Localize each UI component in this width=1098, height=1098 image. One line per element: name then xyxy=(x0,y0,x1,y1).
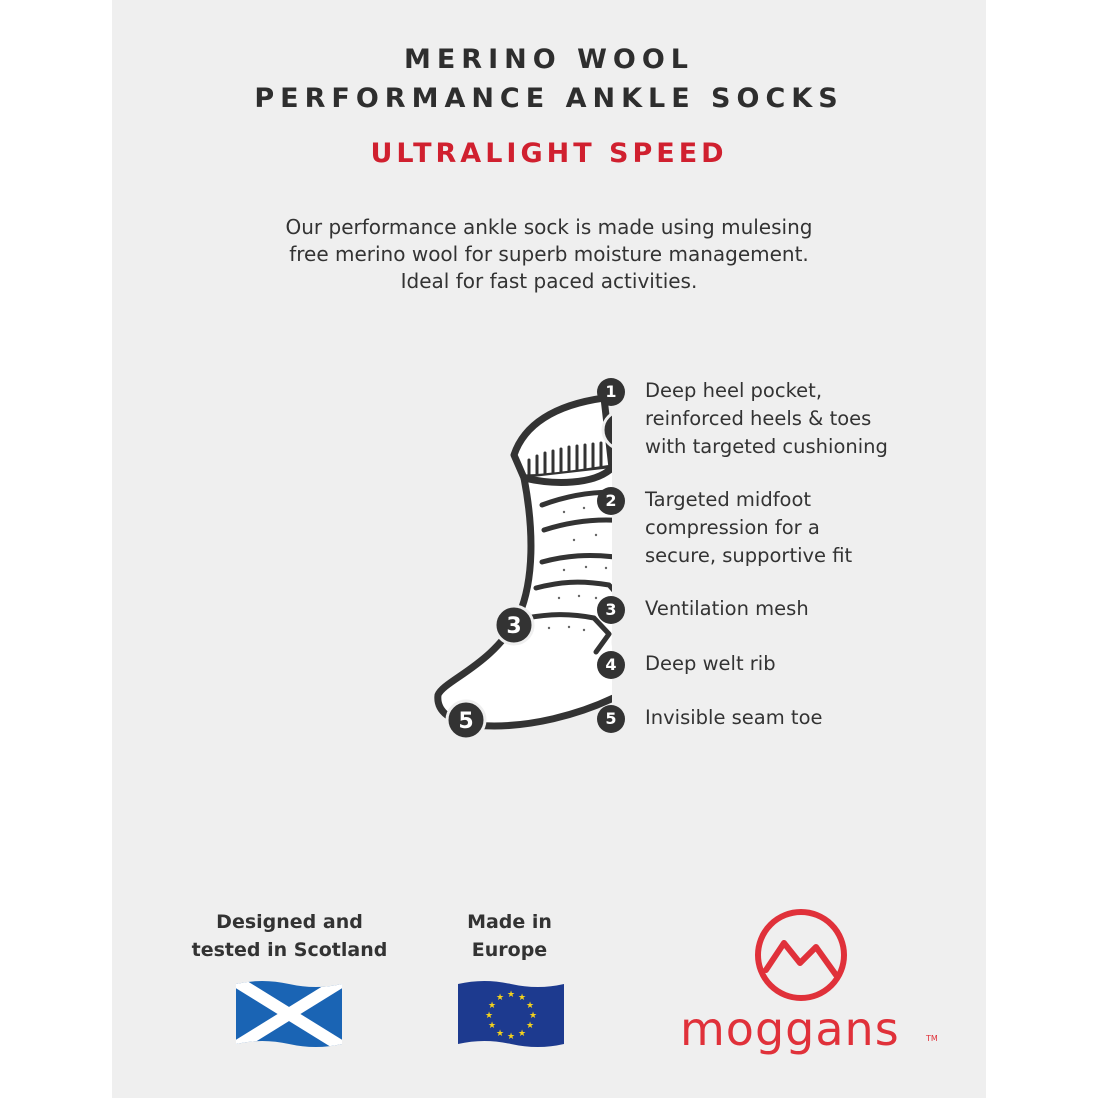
feature-number: 4 xyxy=(597,651,625,679)
feature-number: 2 xyxy=(597,487,625,515)
feature-text: Targeted midfoot xyxy=(645,488,812,511)
feature-item-mesh xyxy=(597,595,809,623)
eu-flag-icon xyxy=(456,978,566,1050)
intro-line-1: Our performance ankle sock is made using mulesing xyxy=(285,215,813,239)
marker-3-label: 3 xyxy=(506,614,522,639)
scotland-flag-icon xyxy=(234,978,344,1050)
svg-text:★: ★ xyxy=(506,990,516,1000)
feature-text: reinforced heels & toes xyxy=(645,407,872,430)
scotland-label-line-2: tested in Scotland xyxy=(191,939,388,961)
subtitle: ULTRALIGHT SPEED xyxy=(370,138,728,169)
svg-text:★: ★ xyxy=(517,993,527,1003)
svg-text:★: ★ xyxy=(484,1011,494,1021)
svg-text:★: ★ xyxy=(487,1021,497,1031)
feature-text: compression for a xyxy=(645,516,820,539)
feature-number: 1 xyxy=(597,378,625,406)
svg-text:★: ★ xyxy=(525,1021,535,1031)
sock-diagram xyxy=(312,380,612,750)
europe-label-line-1: Made in xyxy=(467,911,552,933)
intro-line-2: free merino wool for superb moisture management. xyxy=(289,242,809,266)
brand-name: moggans xyxy=(680,1002,900,1056)
brand-tm: TM xyxy=(926,1034,938,1043)
svg-text:★: ★ xyxy=(517,1029,527,1039)
feature-text: Deep welt rib xyxy=(645,652,776,675)
svg-text:★: ★ xyxy=(487,1001,497,1011)
feature-text: with targeted cushioning xyxy=(645,435,888,458)
svg-text:★: ★ xyxy=(506,1032,516,1042)
product-info-panel xyxy=(112,0,986,1098)
feature-item-midfoot xyxy=(597,486,852,570)
marker-3 xyxy=(495,606,533,644)
feature-text: secure, supportive fit xyxy=(645,544,853,567)
feature-number: 3 xyxy=(597,596,625,624)
marker-5 xyxy=(447,701,485,739)
scotland-badge-label xyxy=(187,908,392,964)
europe-badge-label xyxy=(427,908,592,964)
europe-label-line-2: Europe xyxy=(471,939,548,961)
scotland-label-line-1: Designed and xyxy=(216,911,363,933)
feature-item-welt xyxy=(597,650,776,678)
title-line-1: MERINO WOOL xyxy=(404,44,694,75)
title-line-2: PERFORMANCE ANKLE SOCKS xyxy=(254,83,844,114)
svg-text:★: ★ xyxy=(495,993,505,1003)
svg-text:★: ★ xyxy=(495,1029,505,1039)
svg-text:★: ★ xyxy=(528,1011,538,1021)
feature-item-toe xyxy=(597,704,823,732)
svg-text:★: ★ xyxy=(525,1001,535,1011)
feature-item-heel xyxy=(597,377,888,461)
intro-line-3: Ideal for fast paced activities. xyxy=(400,269,698,293)
feature-number: 5 xyxy=(597,705,625,733)
intro-text xyxy=(112,214,986,295)
feature-text: Deep heel pocket, xyxy=(645,379,823,402)
moggans-logo xyxy=(678,905,948,1065)
marker-5-label: 5 xyxy=(458,709,474,734)
feature-text: Invisible seam toe xyxy=(645,706,823,729)
feature-text: Ventilation mesh xyxy=(645,597,809,620)
